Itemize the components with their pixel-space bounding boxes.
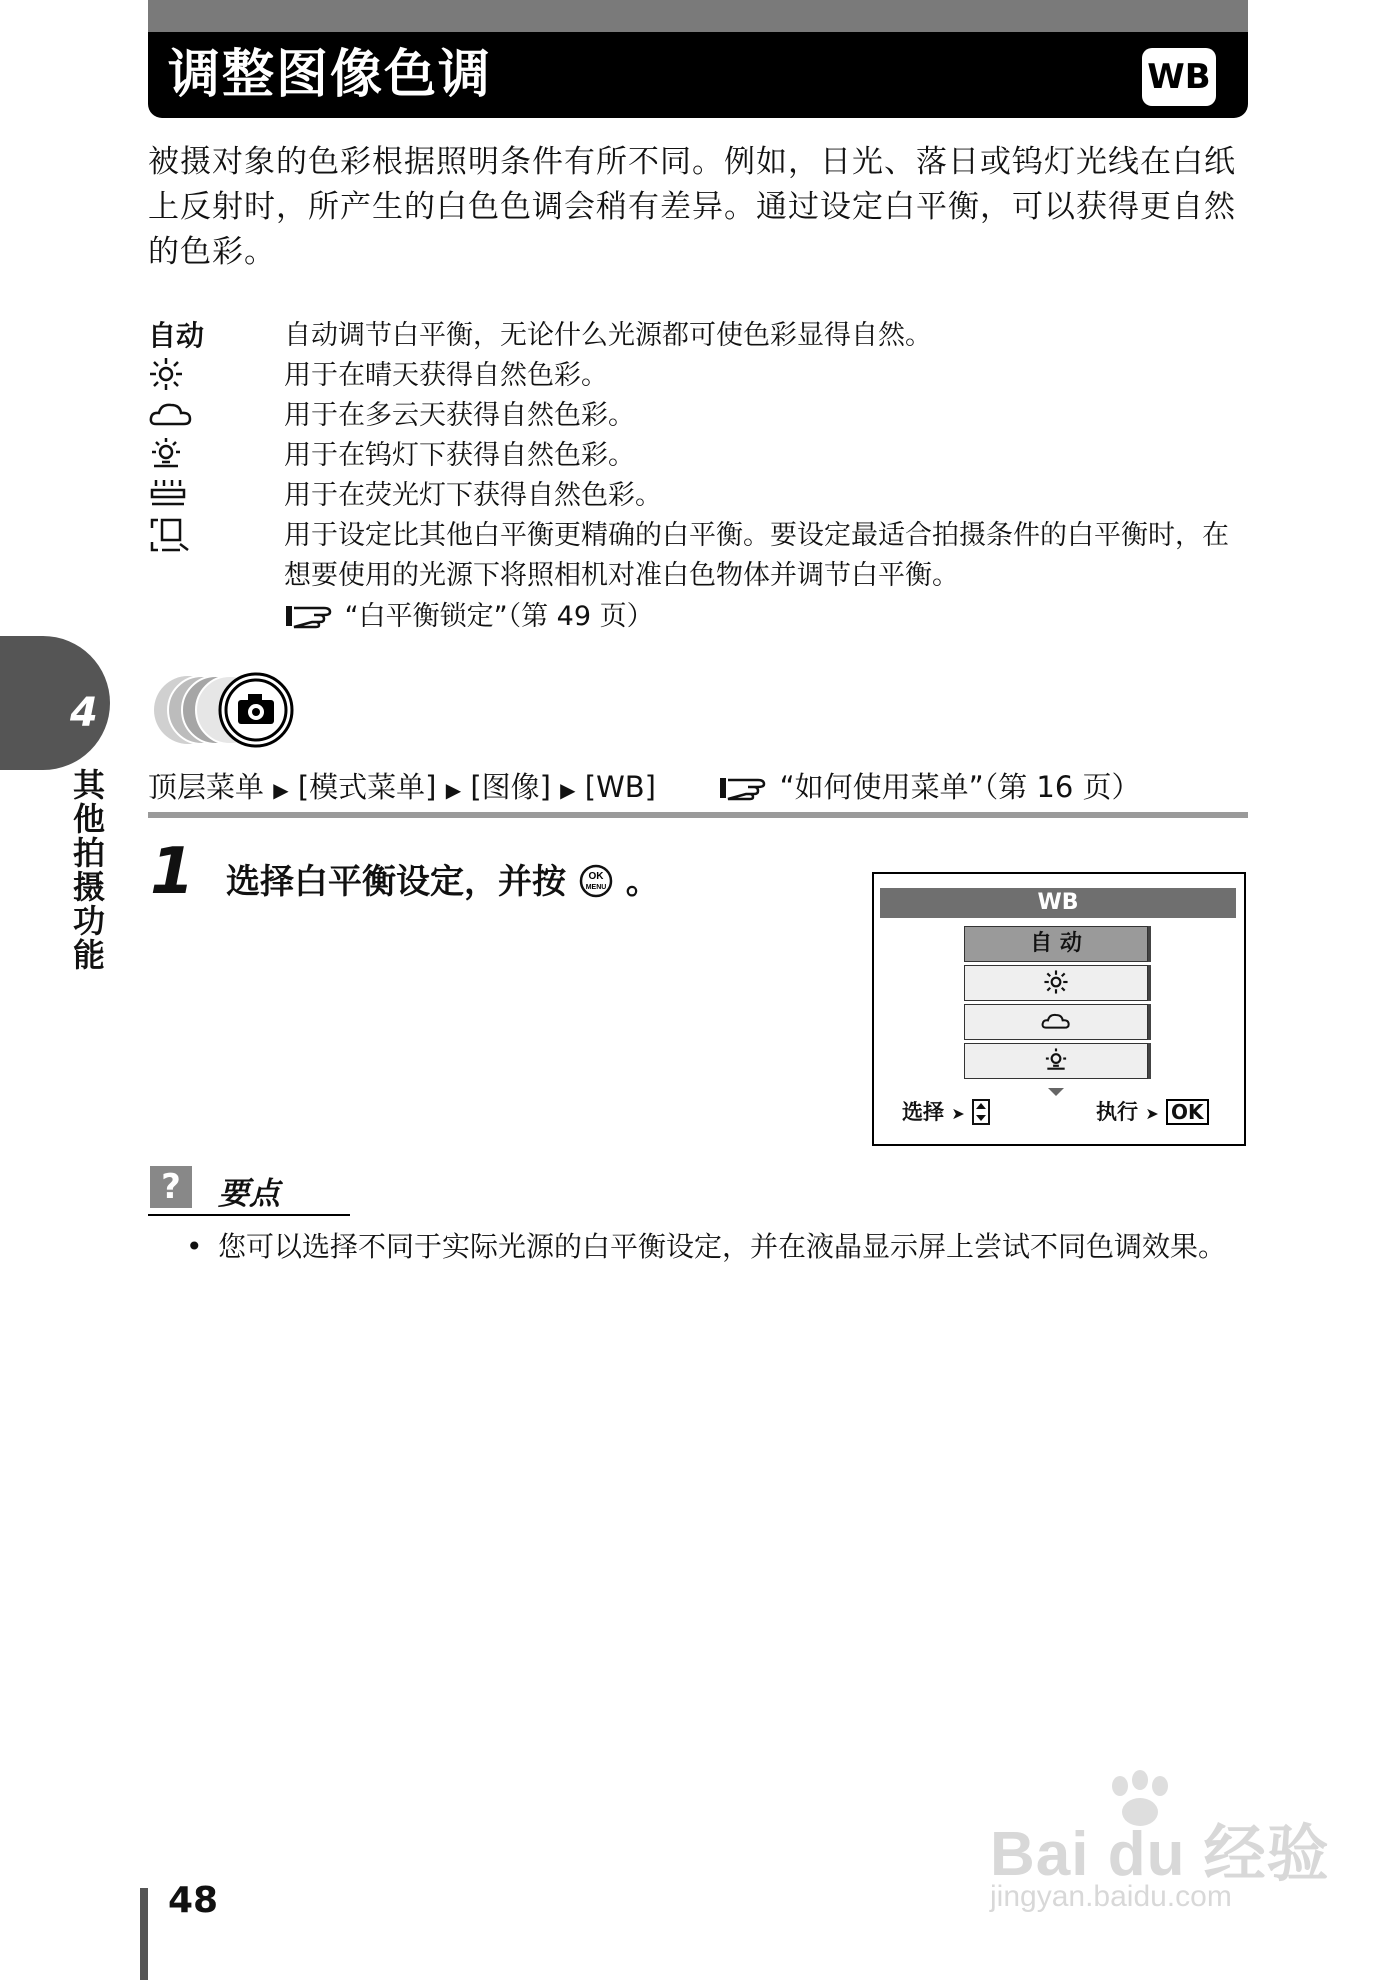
ok-key: OK [1166,1099,1209,1125]
step-tail: 。 [625,862,660,902]
arrow-right-icon: ▶ [273,778,289,802]
mode-desc: 用于在钨灯下获得自然色彩。 [284,440,635,471]
page-number-bar [140,1888,148,1980]
path-divider [148,812,1248,818]
svg-text:OK: OK [588,871,604,882]
arrow-right-icon: ▶ [445,778,462,802]
path-item-image: [图像] [470,770,551,804]
bullet-icon: • [186,1230,203,1263]
tip-title: 要点 [218,1176,280,1212]
cloud-icon [1040,1009,1072,1034]
up-down-key-icon [972,1100,990,1124]
one-touch-wb-icon [148,516,268,566]
arrow-right-icon: ▶ [560,778,576,802]
arrow-right-icon: ➤ [951,1104,965,1123]
svg-text:MENU: MENU [585,884,607,891]
question-mark-icon: ? [150,1166,192,1208]
mode-desc: 用于在晴天获得自然色彩。 [284,360,608,391]
lcd-screen [872,872,1246,1146]
reference-hand-icon [284,601,345,632]
wb-badge: WB [1142,48,1216,106]
step-instruction [226,858,660,906]
mode-key-auto: 自动 [148,319,205,352]
mode-desc: 用于在多云天获得自然色彩。 [284,400,635,431]
mode-desc: 用于设定比其他白平衡更精确的白平衡。要设定最适合拍摄条件的白平衡时，在想要使用的光源下将照相机对准白色物体并调节白平衡。 [284,520,1229,591]
path-item-wb: [WB] [584,770,656,804]
path-item-top-menu: 顶层菜单 [148,770,265,804]
arrow-right-icon: ➤ [1145,1104,1159,1123]
path-item-mode-menu: [模式菜单] [297,770,437,804]
menu-path [148,766,1248,811]
watermark-logo: Bai du 经验 [990,1820,1330,1889]
step-number: 1 [150,835,195,909]
lcd-footer-select [902,1096,990,1126]
lcd-footer-execute [1096,1096,1209,1126]
header-top-rule [148,0,1248,32]
tip-underline [148,1214,350,1216]
chapter-number: 4 [70,690,98,736]
mode-desc: 用于在荧光灯下获得自然色彩。 [284,480,662,511]
ok-menu-button-icon [578,862,626,902]
lcd-title: WB [880,888,1236,918]
menu-usage-link[interactable]: “如何使用菜单”（第 16 页） [779,770,1141,804]
lcd-option-tungsten[interactable] [964,1043,1148,1079]
step-text: 选择白平衡设定，并按 [226,862,566,902]
chapter-label: 其他拍摄功能 [68,768,106,972]
lcd-select-label: 选择 [902,1100,944,1124]
mode-desc: 自动调节白平衡，无论什么光源都可使色彩显得自然。 [284,320,932,351]
page-number: 48 [168,1880,219,1921]
tip-body: 您可以选择不同于实际光源的白平衡设定，并在液晶显示屏上尝试不同色调效果。 [218,1230,1227,1263]
page-title: 调整图像色调 [168,45,493,105]
tungsten-bulb-icon [1043,1048,1069,1073]
lcd-option-cloudy[interactable] [964,1004,1148,1040]
lcd-execute-label: 执行 [1096,1100,1138,1124]
lcd-option-auto[interactable]: 自 动 [964,926,1148,962]
ref-lock-line [284,597,654,637]
reference-hand-icon [718,770,779,804]
watermark-url: jingyan.baidu.com [990,1880,1232,1913]
scroll-down-icon [1046,1082,1066,1101]
lcd-option-sunny[interactable] [964,965,1148,1001]
shooting-mode-icon [148,672,308,748]
sun-icon [1043,970,1069,995]
ref-lock-link[interactable]: “白平衡锁定”（第 49 页） [344,601,654,632]
intro-paragraph: 被摄对象的色彩根据照明条件有所不同。例如，日光、落日或钨灯光线在白纸上反射时，所产生的白色色调会稍有差异。通过设定白平衡，可以获得更自然的色彩。 [148,144,1236,270]
